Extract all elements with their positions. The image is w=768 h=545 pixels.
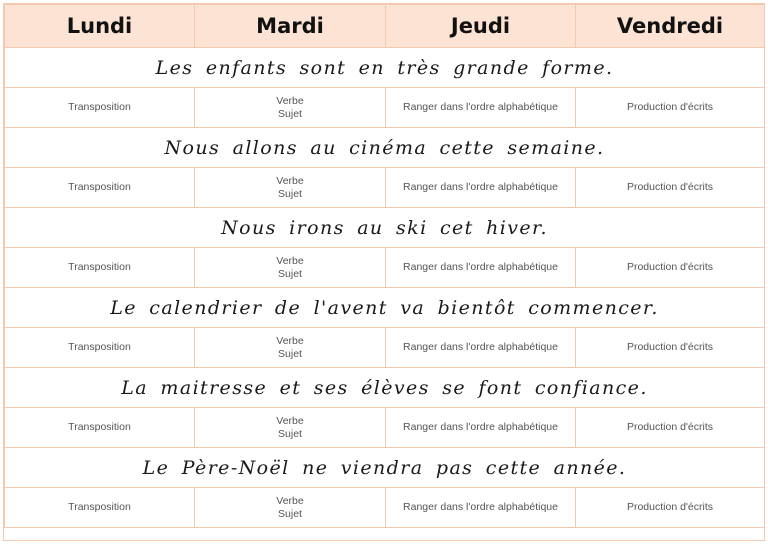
- task-mardi-sujet: Sujet: [278, 187, 302, 200]
- task-lundi: Transposition: [5, 488, 195, 528]
- task-mardi-verbe: Verbe: [276, 254, 304, 267]
- task-lundi: Transposition: [5, 248, 195, 288]
- day-header-jeudi: Jeudi: [386, 5, 576, 48]
- header-row: [5, 5, 765, 48]
- day-header-lundi: Lundi: [5, 5, 195, 48]
- task-mardi-verbe: Verbe: [276, 334, 304, 347]
- task-vendredi: Production d'écrits: [576, 408, 765, 448]
- day-header-vendredi: Vendredi: [576, 5, 765, 48]
- task-row: [5, 168, 765, 208]
- task-vendredi: Production d'écrits: [576, 88, 765, 128]
- task-mardi-verbe: Verbe: [276, 174, 304, 187]
- dictation-sentence: Les enfants sont en très grande forme.: [5, 48, 765, 88]
- task-mardi-sujet: Sujet: [278, 427, 302, 440]
- task-mardi-sujet: Sujet: [278, 267, 302, 280]
- dictation-sentence: Nous allons au cinéma cette semaine.: [5, 128, 765, 168]
- dictation-sentence: Nous irons au ski cet hiver.: [5, 208, 765, 248]
- task-vendredi: Production d'écrits: [576, 488, 765, 528]
- task-mardi: [195, 328, 386, 368]
- dictation-sentence: La maitresse et ses élèves se font confiance.: [5, 368, 765, 408]
- task-mardi-sujet: Sujet: [278, 507, 302, 520]
- task-mardi-verbe: Verbe: [276, 414, 304, 427]
- task-mardi-verbe: Verbe: [276, 94, 304, 107]
- sentence-row: [5, 128, 765, 168]
- task-row: [5, 488, 765, 528]
- weekly-planning-table: [4, 4, 765, 528]
- task-jeudi: Ranger dans l'ordre alphabétique: [386, 248, 576, 288]
- dictation-sentence: Le calendrier de l'avent va bientôt commencer.: [5, 288, 765, 328]
- task-row: [5, 408, 765, 448]
- task-jeudi: Ranger dans l'ordre alphabétique: [386, 488, 576, 528]
- dictation-sentence: Le Père-Noël ne viendra pas cette année.: [5, 448, 765, 488]
- task-mardi: [195, 248, 386, 288]
- task-jeudi: Ranger dans l'ordre alphabétique: [386, 168, 576, 208]
- task-jeudi: Ranger dans l'ordre alphabétique: [386, 328, 576, 368]
- planning-sheet: [3, 3, 765, 541]
- task-mardi: [195, 168, 386, 208]
- sentence-row: [5, 448, 765, 488]
- weeks-body: [5, 48, 765, 528]
- sentence-row: [5, 208, 765, 248]
- task-mardi: [195, 88, 386, 128]
- task-mardi-verbe: Verbe: [276, 494, 304, 507]
- task-lundi: Transposition: [5, 408, 195, 448]
- task-vendredi: Production d'écrits: [576, 328, 765, 368]
- task-vendredi: Production d'écrits: [576, 248, 765, 288]
- sentence-row: [5, 368, 765, 408]
- task-row: [5, 248, 765, 288]
- task-jeudi: Ranger dans l'ordre alphabétique: [386, 88, 576, 128]
- task-mardi: [195, 408, 386, 448]
- task-lundi: Transposition: [5, 168, 195, 208]
- task-vendredi: Production d'écrits: [576, 168, 765, 208]
- task-mardi-sujet: Sujet: [278, 347, 302, 360]
- day-header-mardi: Mardi: [195, 5, 386, 48]
- task-lundi: Transposition: [5, 88, 195, 128]
- task-mardi-sujet: Sujet: [278, 107, 302, 120]
- sentence-row: [5, 48, 765, 88]
- task-lundi: Transposition: [5, 328, 195, 368]
- sentence-row: [5, 288, 765, 328]
- task-mardi: [195, 488, 386, 528]
- task-jeudi: Ranger dans l'ordre alphabétique: [386, 408, 576, 448]
- task-row: [5, 328, 765, 368]
- task-row: [5, 88, 765, 128]
